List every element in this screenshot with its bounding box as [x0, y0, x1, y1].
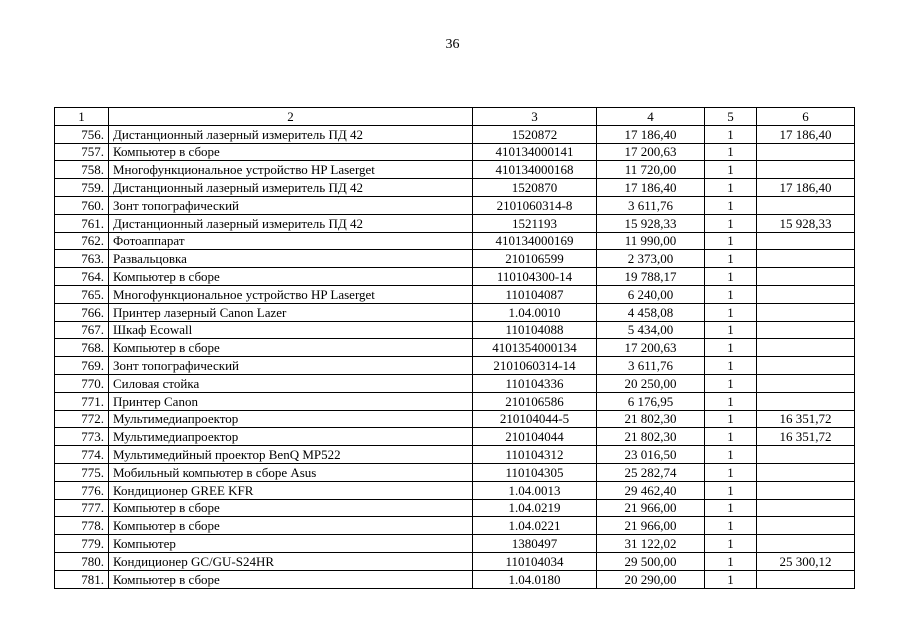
row-number-cell: 756.: [55, 125, 109, 143]
item-name-cell: Кондиционер GC/GU-S24HR: [109, 552, 473, 570]
cost-cell: 21 802,30: [597, 428, 705, 446]
table-row: [55, 268, 855, 286]
row-number-cell: 765.: [55, 285, 109, 303]
residual-value-cell: [757, 517, 855, 535]
item-name-cell: Компьютер в сборе: [109, 339, 473, 357]
quantity-cell: 1: [705, 268, 757, 286]
table-row: [55, 463, 855, 481]
residual-value-cell: [757, 374, 855, 392]
quantity-cell: 1: [705, 517, 757, 535]
quantity-cell: 1: [705, 285, 757, 303]
quantity-cell: 1: [705, 232, 757, 250]
item-name-cell: Дистанционный лазерный измеритель ПД 42: [109, 214, 473, 232]
quantity-cell: 1: [705, 552, 757, 570]
row-number-cell: 781.: [55, 570, 109, 588]
residual-value-cell: 15 928,33: [757, 214, 855, 232]
header-cell: 5: [705, 108, 757, 126]
cost-cell: 23 016,50: [597, 446, 705, 464]
residual-value-cell: 16 351,72: [757, 410, 855, 428]
quantity-cell: 1: [705, 125, 757, 143]
cost-cell: 11 720,00: [597, 161, 705, 179]
residual-value-cell: [757, 196, 855, 214]
inventory-code-cell: 2101060314-14: [473, 357, 597, 375]
residual-value-cell: 17 186,40: [757, 179, 855, 197]
cost-cell: 21 966,00: [597, 499, 705, 517]
cost-cell: 4 458,08: [597, 303, 705, 321]
residual-value-cell: [757, 339, 855, 357]
row-number-cell: 761.: [55, 214, 109, 232]
table-row: [55, 232, 855, 250]
inventory-code-cell: 110104336: [473, 374, 597, 392]
row-number-cell: 757.: [55, 143, 109, 161]
cost-cell: 17 200,63: [597, 143, 705, 161]
item-name-cell: Многофункциональное устройство HP Laserget: [109, 161, 473, 179]
quantity-cell: 1: [705, 321, 757, 339]
row-number-cell: 762.: [55, 232, 109, 250]
cost-cell: 21 966,00: [597, 517, 705, 535]
cost-cell: 19 788,17: [597, 268, 705, 286]
header-cell: 1: [55, 108, 109, 126]
table-row: [55, 196, 855, 214]
table-row: [55, 285, 855, 303]
item-name-cell: Принтер Canon: [109, 392, 473, 410]
table-row: [55, 410, 855, 428]
residual-value-cell: [757, 303, 855, 321]
row-number-cell: 760.: [55, 196, 109, 214]
item-name-cell: Мультимедиапроектор: [109, 410, 473, 428]
quantity-cell: 1: [705, 214, 757, 232]
item-name-cell: Компьютер в сборе: [109, 570, 473, 588]
table-row: [55, 214, 855, 232]
row-number-cell: 763.: [55, 250, 109, 268]
quantity-cell: 1: [705, 410, 757, 428]
inventory-code-cell: 2101060314-8: [473, 196, 597, 214]
table-row: [55, 570, 855, 588]
inventory-code-cell: 1.04.0010: [473, 303, 597, 321]
cost-cell: 31 122,02: [597, 535, 705, 553]
item-name-cell: Кондиционер GREE KFR: [109, 481, 473, 499]
table-row: [55, 250, 855, 268]
quantity-cell: 1: [705, 179, 757, 197]
table-row: [55, 428, 855, 446]
table-row: [55, 392, 855, 410]
cost-cell: 15 928,33: [597, 214, 705, 232]
inventory-code-cell: 210104044-5: [473, 410, 597, 428]
inventory-code-cell: 110104300-14: [473, 268, 597, 286]
quantity-cell: 1: [705, 339, 757, 357]
item-name-cell: Дистанционный лазерный измеритель ПД 42: [109, 125, 473, 143]
row-number-cell: 774.: [55, 446, 109, 464]
inventory-code-cell: 1520872: [473, 125, 597, 143]
item-name-cell: Многофункциональное устройство HP Laserget: [109, 285, 473, 303]
item-name-cell: Компьютер в сборе: [109, 143, 473, 161]
quantity-cell: 1: [705, 196, 757, 214]
residual-value-cell: [757, 143, 855, 161]
residual-value-cell: 17 186,40: [757, 125, 855, 143]
row-number-cell: 777.: [55, 499, 109, 517]
table-row: [55, 552, 855, 570]
item-name-cell: Зонт топографический: [109, 357, 473, 375]
row-number-cell: 759.: [55, 179, 109, 197]
inventory-code-cell: 1.04.0180: [473, 570, 597, 588]
quantity-cell: 1: [705, 428, 757, 446]
quantity-cell: 1: [705, 374, 757, 392]
quantity-cell: 1: [705, 161, 757, 179]
quantity-cell: 1: [705, 357, 757, 375]
item-name-cell: Зонт топографический: [109, 196, 473, 214]
row-number-cell: 773.: [55, 428, 109, 446]
table-row: [55, 179, 855, 197]
quantity-cell: 1: [705, 303, 757, 321]
residual-value-cell: [757, 321, 855, 339]
residual-value-cell: 16 351,72: [757, 428, 855, 446]
header-cell: 2: [109, 108, 473, 126]
cost-cell: 20 250,00: [597, 374, 705, 392]
table-row: [55, 143, 855, 161]
inventory-code-cell: 1521193: [473, 214, 597, 232]
header-row: [55, 108, 855, 126]
inventory-code-cell: 1.04.0221: [473, 517, 597, 535]
row-number-cell: 758.: [55, 161, 109, 179]
inventory-code-cell: 1520870: [473, 179, 597, 197]
quantity-cell: 1: [705, 570, 757, 588]
residual-value-cell: [757, 357, 855, 375]
residual-value-cell: [757, 285, 855, 303]
item-name-cell: Мультимедийный проектор BenQ MP522: [109, 446, 473, 464]
item-name-cell: Фотоаппарат: [109, 232, 473, 250]
inventory-code-cell: 110104088: [473, 321, 597, 339]
cost-cell: 29 500,00: [597, 552, 705, 570]
row-number-cell: 769.: [55, 357, 109, 375]
quantity-cell: 1: [705, 250, 757, 268]
residual-value-cell: [757, 268, 855, 286]
inventory-code-cell: 410134000141: [473, 143, 597, 161]
inventory-code-cell: 410134000168: [473, 161, 597, 179]
table-row: [55, 357, 855, 375]
row-number-cell: 767.: [55, 321, 109, 339]
inventory-code-cell: 110104312: [473, 446, 597, 464]
inventory-code-cell: 110104305: [473, 463, 597, 481]
row-number-cell: 770.: [55, 374, 109, 392]
table-row: [55, 321, 855, 339]
item-name-cell: Мультимедиапроектор: [109, 428, 473, 446]
cost-cell: 6 240,00: [597, 285, 705, 303]
quantity-cell: 1: [705, 535, 757, 553]
table-row: [55, 446, 855, 464]
table-row: [55, 303, 855, 321]
inventory-table: [54, 107, 855, 589]
item-name-cell: Силовая стойка: [109, 374, 473, 392]
item-name-cell: Дистанционный лазерный измеритель ПД 42: [109, 179, 473, 197]
item-name-cell: Мобильный компьютер в сборе Asus: [109, 463, 473, 481]
quantity-cell: 1: [705, 481, 757, 499]
row-number-cell: 775.: [55, 463, 109, 481]
table-body: [55, 125, 855, 588]
quantity-cell: 1: [705, 392, 757, 410]
inventory-code-cell: 210104044: [473, 428, 597, 446]
inventory-code-cell: 210106586: [473, 392, 597, 410]
item-name-cell: Шкаф Ecowall: [109, 321, 473, 339]
inventory-code-cell: 110104034: [473, 552, 597, 570]
header-cell: 4: [597, 108, 705, 126]
table-row: [55, 125, 855, 143]
quantity-cell: 1: [705, 143, 757, 161]
cost-cell: 21 802,30: [597, 410, 705, 428]
cost-cell: 20 290,00: [597, 570, 705, 588]
item-name-cell: Принтер лазерный Canon Lazer: [109, 303, 473, 321]
item-name-cell: Развальцовка: [109, 250, 473, 268]
item-name-cell: Компьютер в сборе: [109, 268, 473, 286]
cost-cell: 17 186,40: [597, 125, 705, 143]
inventory-code-cell: 410134000169: [473, 232, 597, 250]
inventory-code-cell: 4101354000134: [473, 339, 597, 357]
quantity-cell: 1: [705, 499, 757, 517]
row-number-cell: 772.: [55, 410, 109, 428]
cost-cell: 2 373,00: [597, 250, 705, 268]
table-row: [55, 339, 855, 357]
row-number-cell: 778.: [55, 517, 109, 535]
table-row: [55, 535, 855, 553]
row-number-cell: 771.: [55, 392, 109, 410]
table-row: [55, 481, 855, 499]
item-name-cell: Компьютер в сборе: [109, 499, 473, 517]
inventory-code-cell: 110104087: [473, 285, 597, 303]
item-name-cell: Компьютер в сборе: [109, 517, 473, 535]
quantity-cell: 1: [705, 446, 757, 464]
residual-value-cell: [757, 481, 855, 499]
row-number-cell: 764.: [55, 268, 109, 286]
table-row: [55, 517, 855, 535]
page-number: 36: [445, 37, 460, 52]
inventory-code-cell: 210106599: [473, 250, 597, 268]
residual-value-cell: [757, 535, 855, 553]
inventory-code-cell: 1.04.0219: [473, 499, 597, 517]
header-cell: 6: [757, 108, 855, 126]
cost-cell: 29 462,40: [597, 481, 705, 499]
header-cell: 3: [473, 108, 597, 126]
residual-value-cell: [757, 250, 855, 268]
cost-cell: 3 611,76: [597, 196, 705, 214]
cost-cell: 17 186,40: [597, 179, 705, 197]
row-number-cell: 776.: [55, 481, 109, 499]
residual-value-cell: [757, 463, 855, 481]
item-name-cell: Компьютер: [109, 535, 473, 553]
cost-cell: 17 200,63: [597, 339, 705, 357]
residual-value-cell: [757, 446, 855, 464]
residual-value-cell: [757, 499, 855, 517]
table-row: [55, 499, 855, 517]
row-number-cell: 766.: [55, 303, 109, 321]
inventory-code-cell: 1380497: [473, 535, 597, 553]
quantity-cell: 1: [705, 463, 757, 481]
cost-cell: 5 434,00: [597, 321, 705, 339]
inventory-code-cell: 1.04.0013: [473, 481, 597, 499]
cost-cell: 6 176,95: [597, 392, 705, 410]
row-number-cell: 768.: [55, 339, 109, 357]
cost-cell: 3 611,76: [597, 357, 705, 375]
residual-value-cell: [757, 392, 855, 410]
residual-value-cell: [757, 161, 855, 179]
row-number-cell: 780.: [55, 552, 109, 570]
cost-cell: 11 990,00: [597, 232, 705, 250]
residual-value-cell: 25 300,12: [757, 552, 855, 570]
table-row: [55, 161, 855, 179]
cost-cell: 25 282,74: [597, 463, 705, 481]
residual-value-cell: [757, 570, 855, 588]
table-row: [55, 374, 855, 392]
residual-value-cell: [757, 232, 855, 250]
row-number-cell: 779.: [55, 535, 109, 553]
